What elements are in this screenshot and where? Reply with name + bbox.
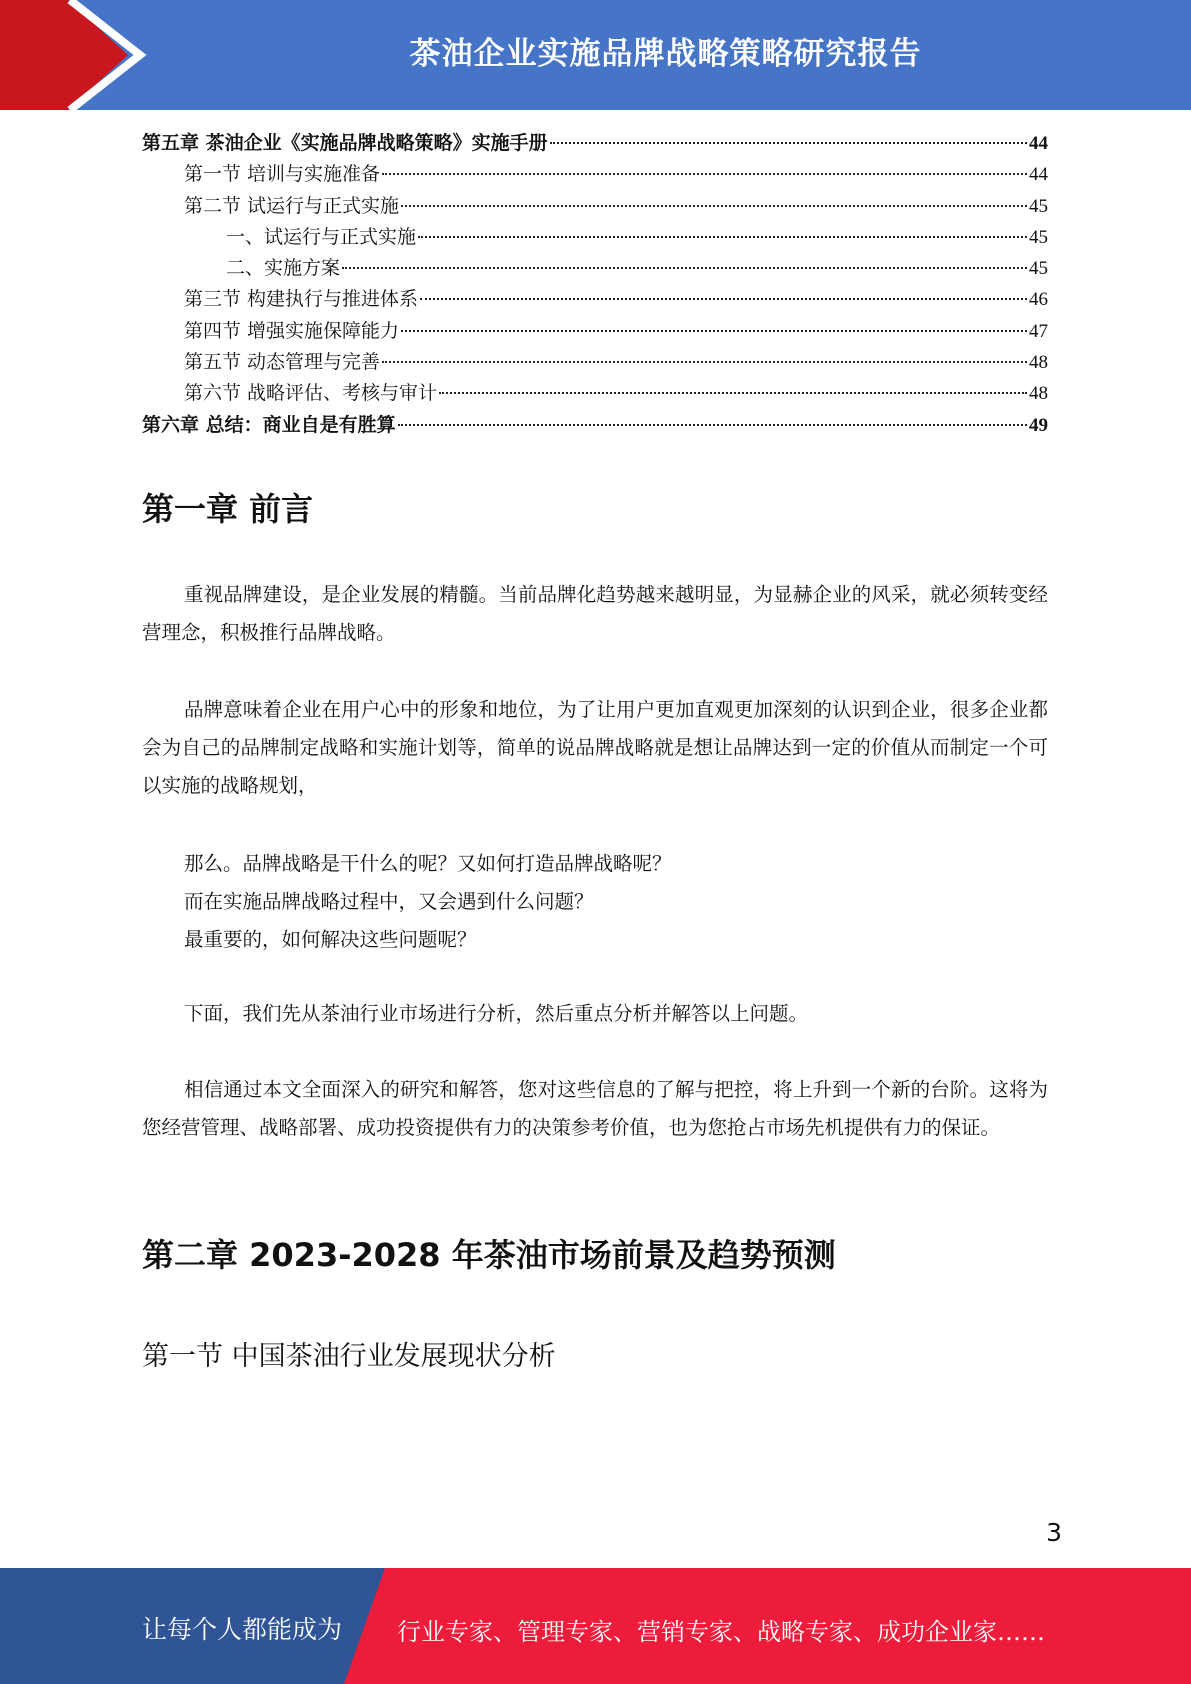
toc-leader-dots	[342, 267, 1027, 269]
toc-entry[interactable]	[142, 316, 1048, 347]
chapter-1-heading: 第一章 前言	[142, 490, 314, 528]
toc-entry[interactable]	[142, 410, 1048, 441]
table-of-contents	[142, 128, 1048, 441]
toc-entry[interactable]	[142, 191, 1048, 222]
toc-leader-dots	[398, 424, 1027, 426]
toc-entry[interactable]	[142, 347, 1048, 378]
toc-leader-dots	[420, 298, 1027, 300]
toc-page-number: 45	[1029, 195, 1048, 217]
page-number: 3	[1046, 1518, 1062, 1547]
toc-entry-title: 一、试运行与正式实施	[226, 225, 417, 248]
page-header	[0, 0, 1191, 110]
paragraph: 重视品牌建设，是企业发展的精髓。当前品牌化趋势越来越明显，为显赫企业的风采，就必须转变经营理念，积极推行品牌战略。	[142, 583, 1048, 644]
toc-page-number: 48	[1029, 352, 1048, 374]
toc-entry[interactable]	[142, 378, 1048, 409]
page-footer	[0, 1568, 1191, 1684]
toc-entry-title: 第五节 动态管理与完善	[184, 351, 381, 374]
toc-leader-dots	[382, 173, 1027, 175]
toc-entry-title: 第二节 试运行与正式实施	[184, 194, 400, 217]
question-line: 最重要的，如何解决这些问题呢？	[184, 928, 477, 951]
toc-page-number: 44	[1029, 164, 1048, 186]
toc-page-number: 45	[1029, 258, 1048, 280]
paragraph: 下面，我们先从茶油行业市场进行分析，然后重点分析并解答以上问题。	[184, 1002, 809, 1025]
paragraph: 相信通过本文全面深入的研究和解答，您对这些信息的了解与把控，将上升到一个新的台阶。这将为您经营管理、战略部署、成功投资提供有力的决策参考价值，也为您抢占市场先机提供有力的保证。	[142, 1078, 1048, 1139]
section-heading: 第一节 中国茶油行业发展现状分析	[142, 1341, 556, 1372]
toc-leader-dots	[382, 361, 1027, 363]
footer-slogan-right: 行业专家、管理专家、营销专家、战略专家、成功企业家……	[397, 1618, 1045, 1646]
toc-page-number: 47	[1029, 320, 1048, 342]
toc-entry[interactable]	[142, 284, 1048, 315]
toc-entry-title: 第三节 构建执行与推进体系	[184, 288, 419, 311]
toc-entry[interactable]	[142, 128, 1048, 159]
toc-leader-dots	[401, 205, 1027, 207]
footer-slogan-left: 让每个人都能成为	[142, 1615, 343, 1644]
toc-page-number: 48	[1029, 383, 1048, 405]
paragraph: 品牌意味着企业在用户心中的形象和地位，为了让用户更加直观更加深刻的认识到企业，很多企业都会为自己的品牌制定战略和实施计划等，简单的说品牌战略就是想让品牌达到一定的价值从而制定一个可以实施的战略规划，	[142, 698, 1048, 797]
toc-leader-dots	[418, 236, 1027, 238]
toc-page-number: 46	[1029, 289, 1048, 311]
question-line: 那么。品牌战略是干什么的呢？又如何打造品牌战略呢？	[184, 852, 672, 875]
toc-entry-title: 第六章 总结：商业自是有胜算	[142, 413, 396, 436]
toc-entry-title: 二、实施方案	[226, 257, 341, 280]
toc-entry[interactable]	[142, 159, 1048, 190]
toc-leader-dots	[550, 142, 1027, 144]
toc-entry[interactable]	[142, 222, 1048, 253]
toc-page-number: 45	[1029, 226, 1048, 248]
toc-entry-title: 第四节 增强实施保障能力	[184, 319, 400, 342]
toc-entry-title: 第六节 战略评估、考核与审计	[184, 382, 438, 405]
toc-leader-dots	[401, 330, 1027, 332]
toc-entry-title: 第一节 培训与实施准备	[184, 163, 381, 186]
chapter-2-heading: 第二章 2023-2028 年茶油市场前景及趋势预测	[142, 1236, 836, 1274]
toc-entry[interactable]	[142, 253, 1048, 284]
question-line: 而在实施品牌战略过程中，又会遇到什么问题？	[184, 890, 594, 913]
header-arrow-decoration	[0, 0, 160, 110]
toc-entry-title: 第五章 茶油企业《实施品牌战略策略》实施手册	[142, 132, 548, 154]
toc-leader-dots	[439, 392, 1027, 394]
toc-page-number: 44	[1029, 133, 1048, 154]
document-title: 茶油企业实施品牌战略策略研究报告	[409, 36, 922, 72]
toc-page-number: 49	[1029, 414, 1048, 436]
